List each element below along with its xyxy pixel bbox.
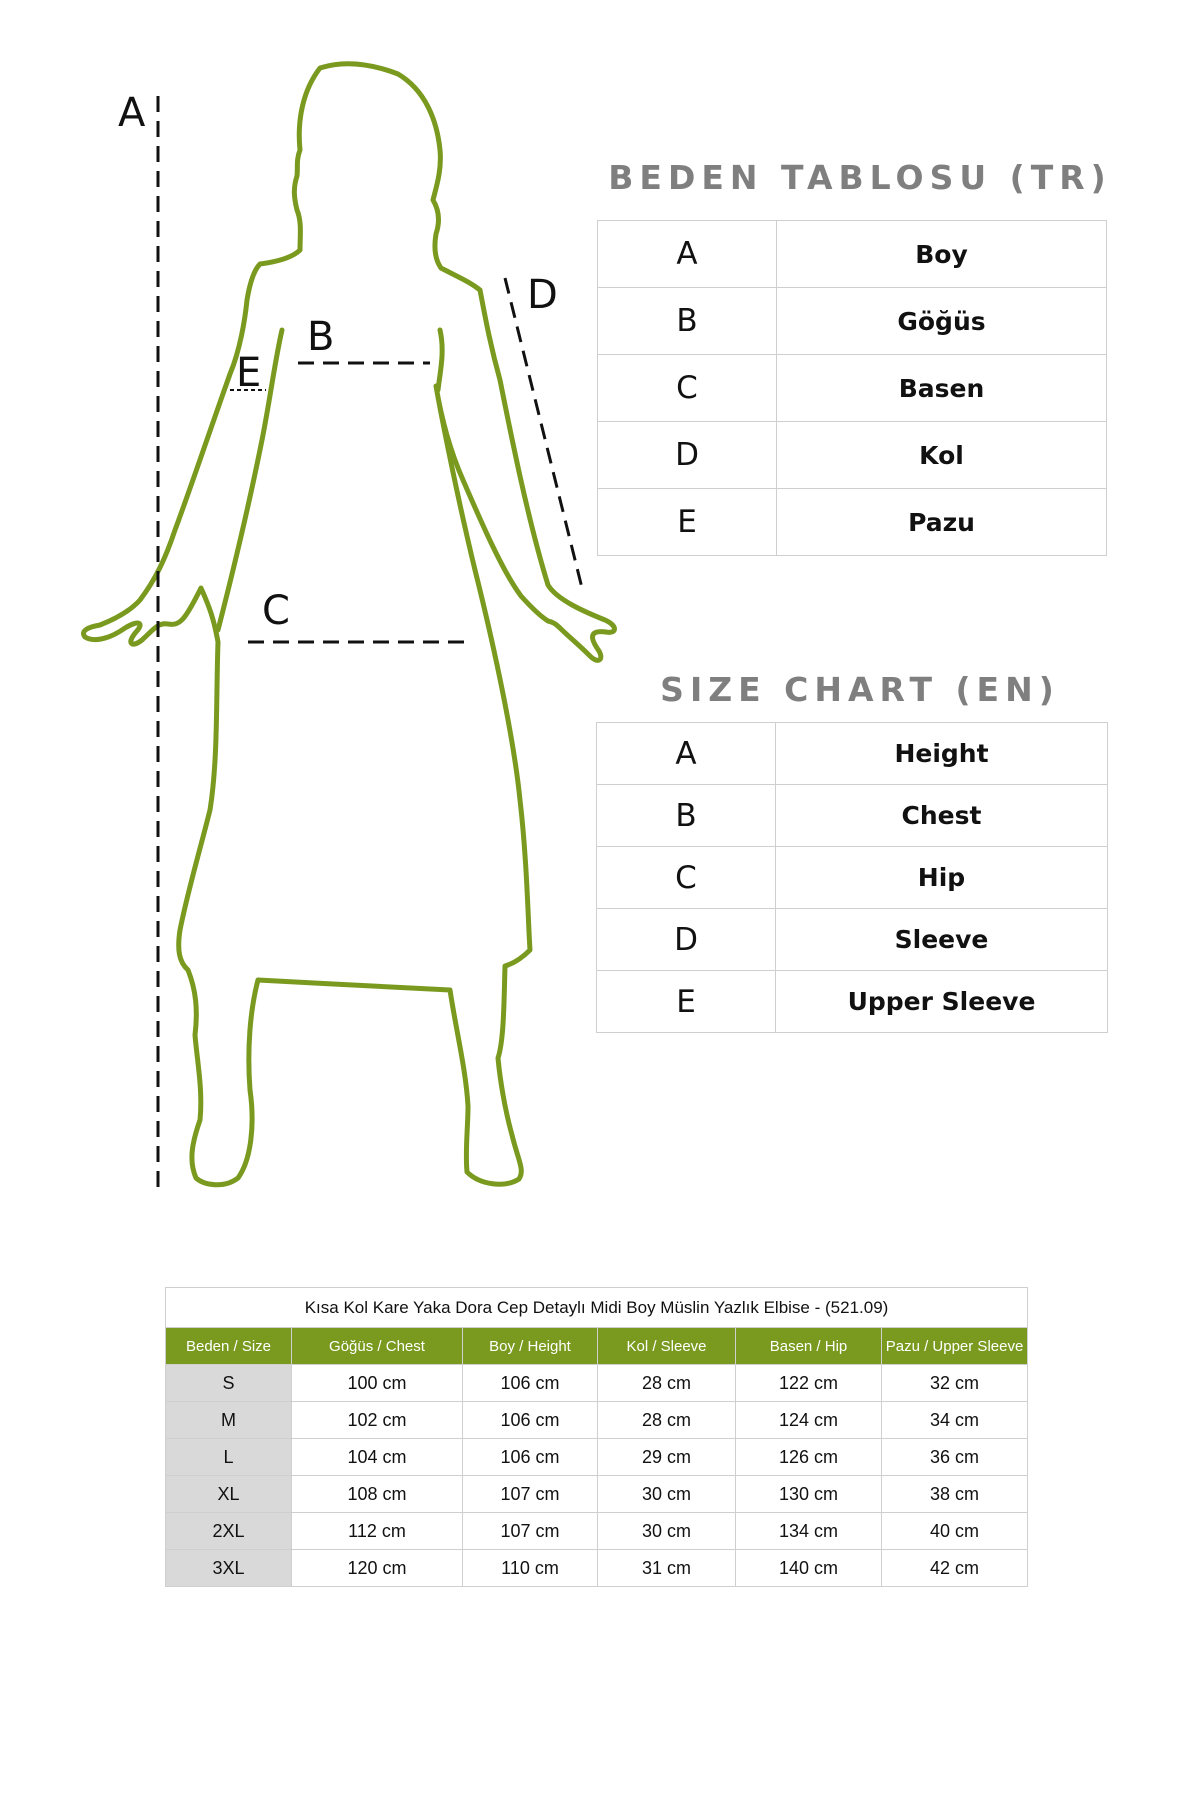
tr-legend-table — [597, 220, 1107, 556]
table-cell: 40 cm — [882, 1513, 1028, 1550]
column-header: Beden / Size — [166, 1328, 292, 1365]
table-row — [597, 785, 1108, 847]
legend-key: E — [597, 971, 776, 1033]
legend-key: D — [598, 422, 777, 489]
dress-silhouette-outline — [83, 64, 614, 1185]
table-row — [166, 1476, 1028, 1513]
table-cell: 106 cm — [463, 1402, 598, 1439]
table-cell: 134 cm — [736, 1513, 882, 1550]
table-cell: 100 cm — [292, 1365, 463, 1402]
table-header-row — [166, 1328, 1028, 1365]
table-cell: 32 cm — [882, 1365, 1028, 1402]
size-cell: 3XL — [166, 1550, 292, 1587]
legend-value: Göğüs — [777, 288, 1107, 355]
legend-key: C — [598, 355, 777, 422]
table-cell: 38 cm — [882, 1476, 1028, 1513]
table-cell: 104 cm — [292, 1439, 463, 1476]
table-cell: 28 cm — [598, 1402, 736, 1439]
legend-key: B — [597, 785, 776, 847]
table-cell: 102 cm — [292, 1402, 463, 1439]
table-cell: 122 cm — [736, 1365, 882, 1402]
table-cell: 107 cm — [463, 1513, 598, 1550]
legend-key: D — [597, 909, 776, 971]
table-cell: 29 cm — [598, 1439, 736, 1476]
table-cell: 28 cm — [598, 1365, 736, 1402]
column-header: Boy / Height — [463, 1328, 598, 1365]
column-header: Göğüs / Chest — [292, 1328, 463, 1365]
table-cell: 124 cm — [736, 1402, 882, 1439]
table-row — [598, 489, 1107, 556]
legend-key: A — [597, 723, 776, 785]
legend-value: Sleeve — [776, 909, 1108, 971]
legend-value: Basen — [777, 355, 1107, 422]
table-cell: 112 cm — [292, 1513, 463, 1550]
table-cell: 140 cm — [736, 1550, 882, 1587]
label-b: B — [307, 314, 335, 360]
legend-value: Kol — [777, 422, 1107, 489]
legend-value: Pazu — [777, 489, 1107, 556]
table-row — [166, 1402, 1028, 1439]
legend-value: Upper Sleeve — [776, 971, 1108, 1033]
table-cell: 108 cm — [292, 1476, 463, 1513]
label-d: D — [527, 272, 558, 318]
table-cell: 130 cm — [736, 1476, 882, 1513]
table-row — [598, 422, 1107, 489]
legend-value: Chest — [776, 785, 1108, 847]
table-row — [598, 221, 1107, 288]
table-row — [166, 1365, 1028, 1402]
label-e: E — [236, 350, 262, 396]
sleeve-guide-line — [505, 278, 582, 588]
legend-value: Boy — [777, 221, 1107, 288]
table-cell: 31 cm — [598, 1550, 736, 1587]
silhouette-diagram — [0, 0, 700, 1230]
table-row — [166, 1513, 1028, 1550]
table-cell: 126 cm — [736, 1439, 882, 1476]
table-cell: 106 cm — [463, 1439, 598, 1476]
table-row — [597, 971, 1108, 1033]
table-cell: 34 cm — [882, 1402, 1028, 1439]
table-cell: 106 cm — [463, 1365, 598, 1402]
table-row — [166, 1439, 1028, 1476]
table-cell: 30 cm — [598, 1513, 736, 1550]
en-legend-table — [596, 722, 1108, 1033]
table-row — [597, 909, 1108, 971]
legend-value: Height — [776, 723, 1108, 785]
size-cell: XL — [166, 1476, 292, 1513]
legend-key: C — [597, 847, 776, 909]
table-row — [597, 847, 1108, 909]
size-cell: S — [166, 1365, 292, 1402]
arm-inner-line-right — [438, 330, 442, 390]
en-chart-title: SIZE CHART (EN) — [660, 670, 1060, 709]
legend-value: Hip — [776, 847, 1108, 909]
table-row — [598, 355, 1107, 422]
tr-chart-title: BEDEN TABLOSU (TR) — [608, 158, 1112, 197]
table-cell: 120 cm — [292, 1550, 463, 1587]
table-cell: 30 cm — [598, 1476, 736, 1513]
table-cell: 110 cm — [463, 1550, 598, 1587]
table-row — [597, 723, 1108, 785]
table-caption-row — [166, 1288, 1028, 1328]
legend-key: A — [598, 221, 777, 288]
label-a: A — [118, 90, 146, 136]
legend-key: E — [598, 489, 777, 556]
legend-key: B — [598, 288, 777, 355]
measurement-figure — [0, 0, 700, 1230]
size-table-caption: Kısa Kol Kare Yaka Dora Cep Detaylı Midi Boy Müslin Yazlık Elbise - (521.09) — [166, 1288, 1028, 1328]
table-row — [598, 288, 1107, 355]
column-header: Kol / Sleeve — [598, 1328, 736, 1365]
label-c: C — [262, 588, 290, 634]
column-header: Basen / Hip — [736, 1328, 882, 1365]
column-header: Pazu / Upper Sleeve — [882, 1328, 1028, 1365]
size-table — [165, 1287, 1028, 1587]
table-row — [166, 1550, 1028, 1587]
size-cell: 2XL — [166, 1513, 292, 1550]
size-cell: M — [166, 1402, 292, 1439]
table-cell: 42 cm — [882, 1550, 1028, 1587]
size-cell: L — [166, 1439, 292, 1476]
table-cell: 36 cm — [882, 1439, 1028, 1476]
table-cell: 107 cm — [463, 1476, 598, 1513]
